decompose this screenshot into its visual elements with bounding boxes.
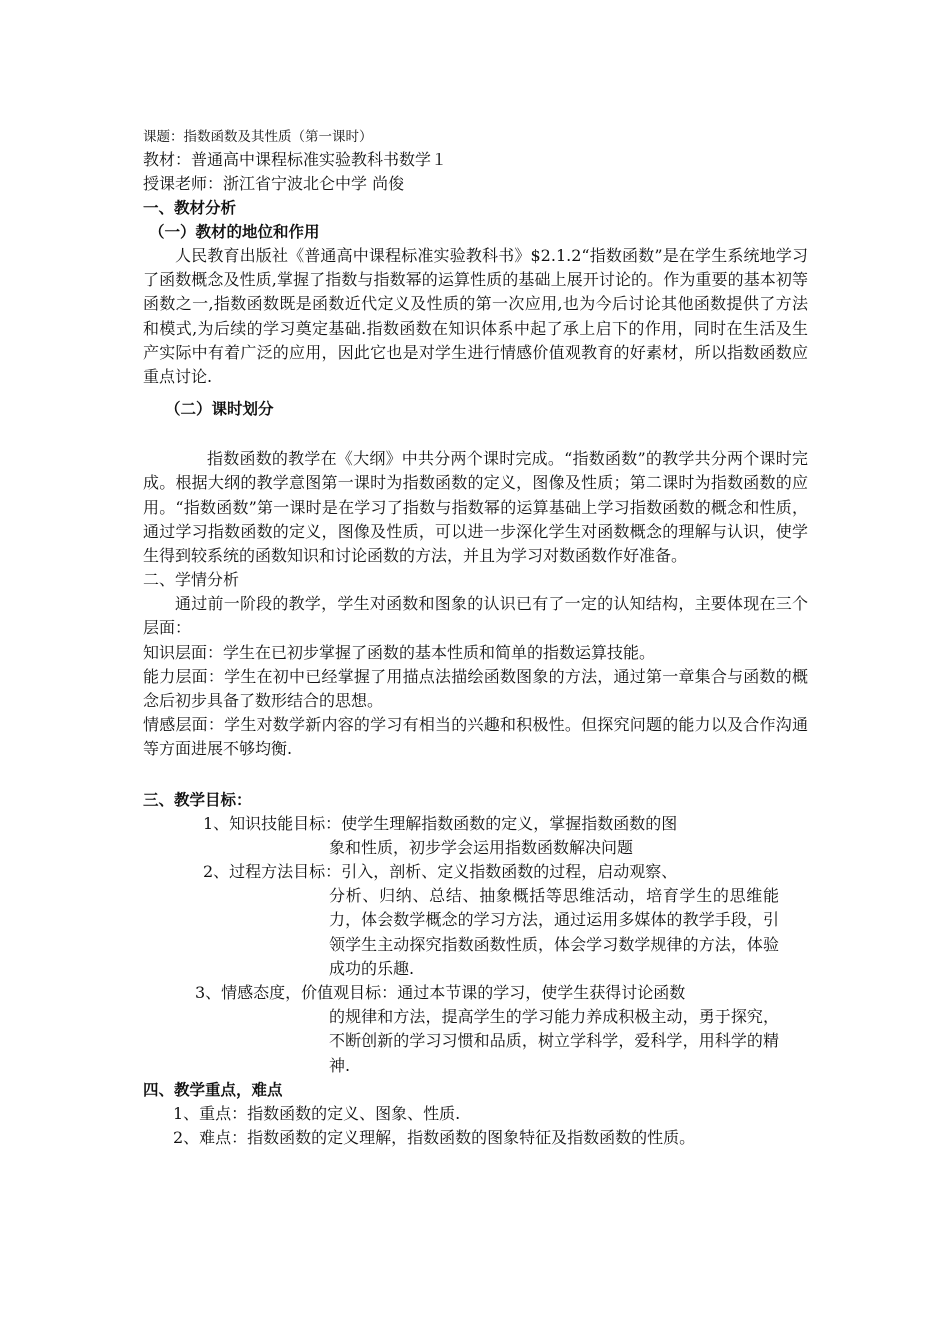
subsection-heading-position-role: （一）教材的地位和作用	[149, 223, 320, 241]
goal-first-line: 引入，剖析、定义指数函数的过程，启动观察、	[341, 862, 678, 882]
goal-continuation: 的规律和方法，提高学生的学习能力养成积极主动，勇于探究，不断创新的学习习惯和品质，树立学科学，爱科学，用科学的精神.	[329, 1007, 779, 1075]
subsection-heading-lesson-division: （二）课时划分	[165, 400, 274, 419]
lesson-topic: 课题：指数函数及其性质（第一课时）	[143, 129, 373, 145]
paragraph-position-role: 人民教育出版社《普通高中课程标准实验教科书》$2.1.2“指数函数”是在学生系统地学习了函数概念及性质,掌握了指数与指数幂的运算性质的基础上展开讨论的。作为重要的基本初等函数之一,指数函数既是函数近代定义及性质的第一次应用,也为今后讨论其他函数提供了方法和模式,为后续的学习奠定基础.指数函数在知识体系中起了承上启下的作用，同时在生活及生产实际中有着广泛的应用，因此它也是对学生进行情感价值观教育的好素材，所以指数函数应重点讨论.	[143, 246, 808, 387]
paragraph-ability-level: 能力层面：学生在初中已经掌握了用描点法描绘函数图象的方法，通过第一章集合与函数的概念后初步具备了数形结合的思想。	[143, 666, 808, 711]
section-heading-student-analysis: 二、学情分析	[143, 570, 240, 590]
document-body	[143, 126, 808, 1150]
goal-first-line: 使学生理解指数函数的定义，掌握指数函数的图	[341, 813, 678, 833]
goal-process-methods	[143, 860, 808, 981]
list-item-key-point: 1、重点：指数函数的定义、图象、性质.	[173, 1103, 461, 1123]
paragraph-emotion-level: 情感层面：学生对数学新内容的学习有相当的兴趣和积极性。但探究问题的能力以及合作沟通等方面进展不够均衡.	[143, 715, 808, 759]
goal-label: 2、过程方法目标：	[203, 862, 342, 882]
section-heading-key-difficult-points: 四、教学重点，难点	[143, 1080, 283, 1099]
list-item-difficult-point: 2、难点：指数函数的定义理解，指数函数的图象特征及指数函数的性质。	[173, 1128, 696, 1148]
paragraph-lesson-division: 指数函数的教学在《大纲》中共分两个课时完成。“指数函数”的教学共分两个课时完成。根据大纲的教学意图第一课时为指数函数的定义，图像及性质；第二课时为指数函数的应用。“指数函数”第一课时是在学习了指数与指数幂的运算基础上学习指数函数的概念和性质，通过学习指数函数的定义，图像及性质，可以进一步深化学生对函数概念的理解与认识，使学生得到较系统的函数知识和讨论函数的方法，并且为学习对数函数作好准备。	[143, 449, 808, 566]
paragraph-student-intro: 通过前一阶段的教学，学生对函数和图象的认识已有了一定的认知结构，主要体现在三个层面：	[143, 594, 808, 638]
goal-knowledge-skills	[143, 812, 808, 860]
goal-emotion-values	[143, 981, 808, 1078]
teacher-info: 授课老师：浙江省宁波北仑中学 尚俊	[143, 174, 405, 193]
goal-continuation: 分析、归纳、总结、抽象概括等思维活动，培育学生的思维能力，体会数学概念的学习方法，通过运用多媒体的教学手段，引领学生主动探究指数函数性质，体会学习数学规律的方法，体验成功的乐趣.	[329, 886, 779, 978]
goal-first-line: 通过本节课的学习，使学生获得讨论函数	[397, 983, 686, 1003]
paragraph-knowledge-level: 知识层面：学生在已初步掌握了函数的基本性质和简单的指数运算技能。	[143, 642, 656, 662]
goal-label: 1、知识技能目标：	[203, 813, 342, 833]
section-heading-teaching-goals: 三、教学目标：	[143, 790, 252, 809]
goal-continuation: 象和性质，初步学会运用指数函数解决问题	[329, 837, 634, 857]
textbook-info: 教材：普通高中课程标准实验教科书数学１	[143, 150, 448, 169]
goal-label: 3、情感态度，价值观目标：	[195, 983, 398, 1003]
section-heading-textbook-analysis: 一、教材分析	[143, 199, 237, 217]
